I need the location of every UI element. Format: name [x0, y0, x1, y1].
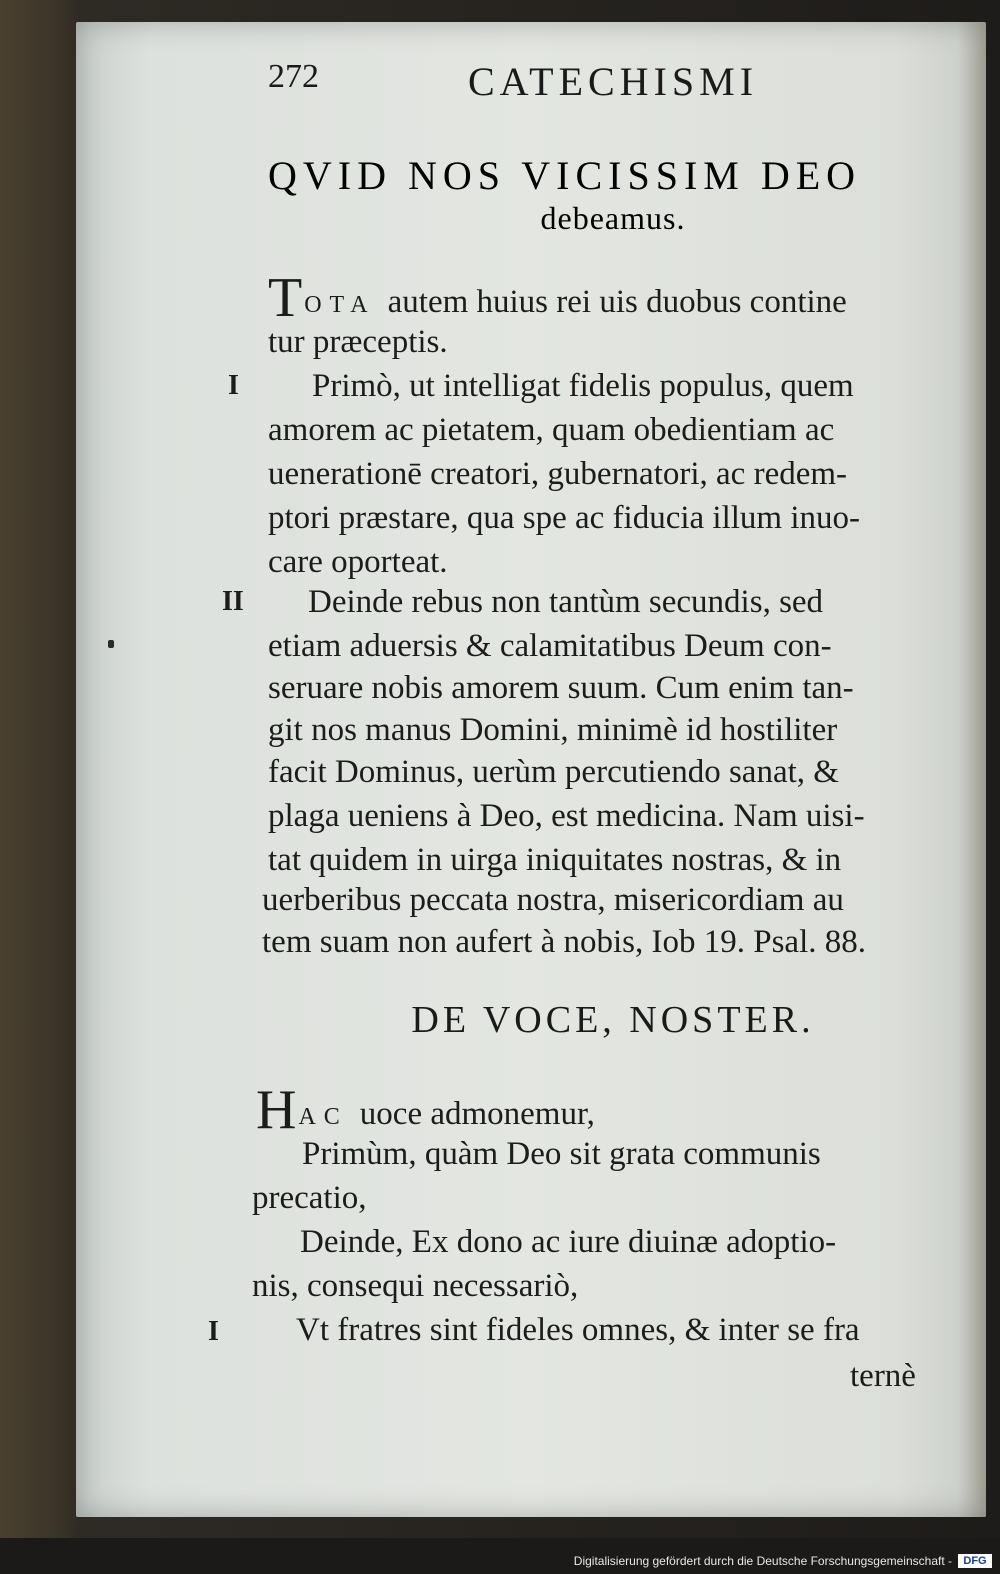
item1-line: amorem ac pietatem, quam obedientiam ac	[268, 412, 835, 448]
item2-line: etiam aduersis & calamitatibus Deum con-	[268, 628, 832, 664]
catchword: ternè	[850, 1358, 916, 1394]
smallcaps-ota: OTA	[304, 292, 376, 318]
page-header	[268, 58, 828, 108]
item2-line: uerberibus peccata nostra, misericordiam au	[262, 882, 844, 918]
section2-line: precatio,	[252, 1180, 367, 1216]
smallcaps-ac: AC	[298, 1104, 348, 1130]
section2-line1	[256, 1079, 595, 1141]
item-numeral-2: II	[222, 586, 244, 617]
section2-line: Primùm, quàm Deo sit grata communis	[302, 1136, 821, 1172]
item2-line: tat quidem in uirga iniquitates nostras, & in	[268, 842, 842, 878]
item2-line: facit Dominus, uerùm percutiendo sanat, &	[268, 754, 839, 790]
chapter-heading: QVID NOS VICISSIM DEO	[268, 153, 862, 198]
item-numeral-3: I	[208, 1316, 219, 1347]
page-edge-shadow	[958, 22, 986, 1517]
item2-line: git nos manus Domini, minimè id hostiliter	[268, 712, 838, 748]
item-numeral-1: I	[228, 370, 239, 401]
running-title: CATECHISMI	[468, 59, 759, 104]
dfg-logo: DFG	[958, 1554, 992, 1568]
page-number: 272	[268, 58, 319, 95]
item2-line: seruare nobis amorem suum. Cum enim tan-	[268, 670, 854, 706]
footer-bar	[0, 1538, 1000, 1574]
item2-line: tem suam non aufert à nobis, Iob 19. Psal. 88.	[262, 924, 866, 960]
item2-line: plaga ueniens à Deo, est medicina. Nam uisi-	[268, 798, 865, 834]
digitization-credit: Digitalisierung gefördert durch die Deutsche Forschungsgemeinschaft -	[573, 1554, 952, 1568]
para1-text: autem huius rei uis duobus contine	[387, 284, 847, 320]
ink-speck	[108, 640, 114, 648]
chapter-subheading: debeamus.	[540, 200, 686, 236]
section-heading: DE VOCE, NOSTER.	[411, 999, 815, 1041]
section2-first-text: uoce admonemur,	[359, 1096, 595, 1132]
item1-line: Primò, ut intelligat fidelis populus, quem	[312, 368, 854, 404]
item1-line: ptori præstare, qua spe ac fiducia illum inuo-	[268, 500, 861, 536]
item1-line: uenerationē creatori, gubernatori, ac redem-	[268, 456, 848, 492]
para1-line2: tur præceptis.	[268, 324, 448, 360]
section2-line: Deinde, Ex dono ac iure diuinæ adoptio-	[300, 1224, 837, 1260]
dropcap-t: T	[268, 267, 303, 329]
dropcap-h: H	[256, 1079, 297, 1141]
para1-line1	[268, 267, 847, 329]
item1-line: care oporteat.	[268, 544, 448, 580]
item2-line: Deinde rebus non tantùm secundis, sed	[308, 584, 824, 620]
section2-line: nis, consequi necessariò,	[252, 1268, 579, 1304]
section2-numbered-line: Vt fratres sint fideles omnes, & inter se fra	[296, 1312, 860, 1348]
